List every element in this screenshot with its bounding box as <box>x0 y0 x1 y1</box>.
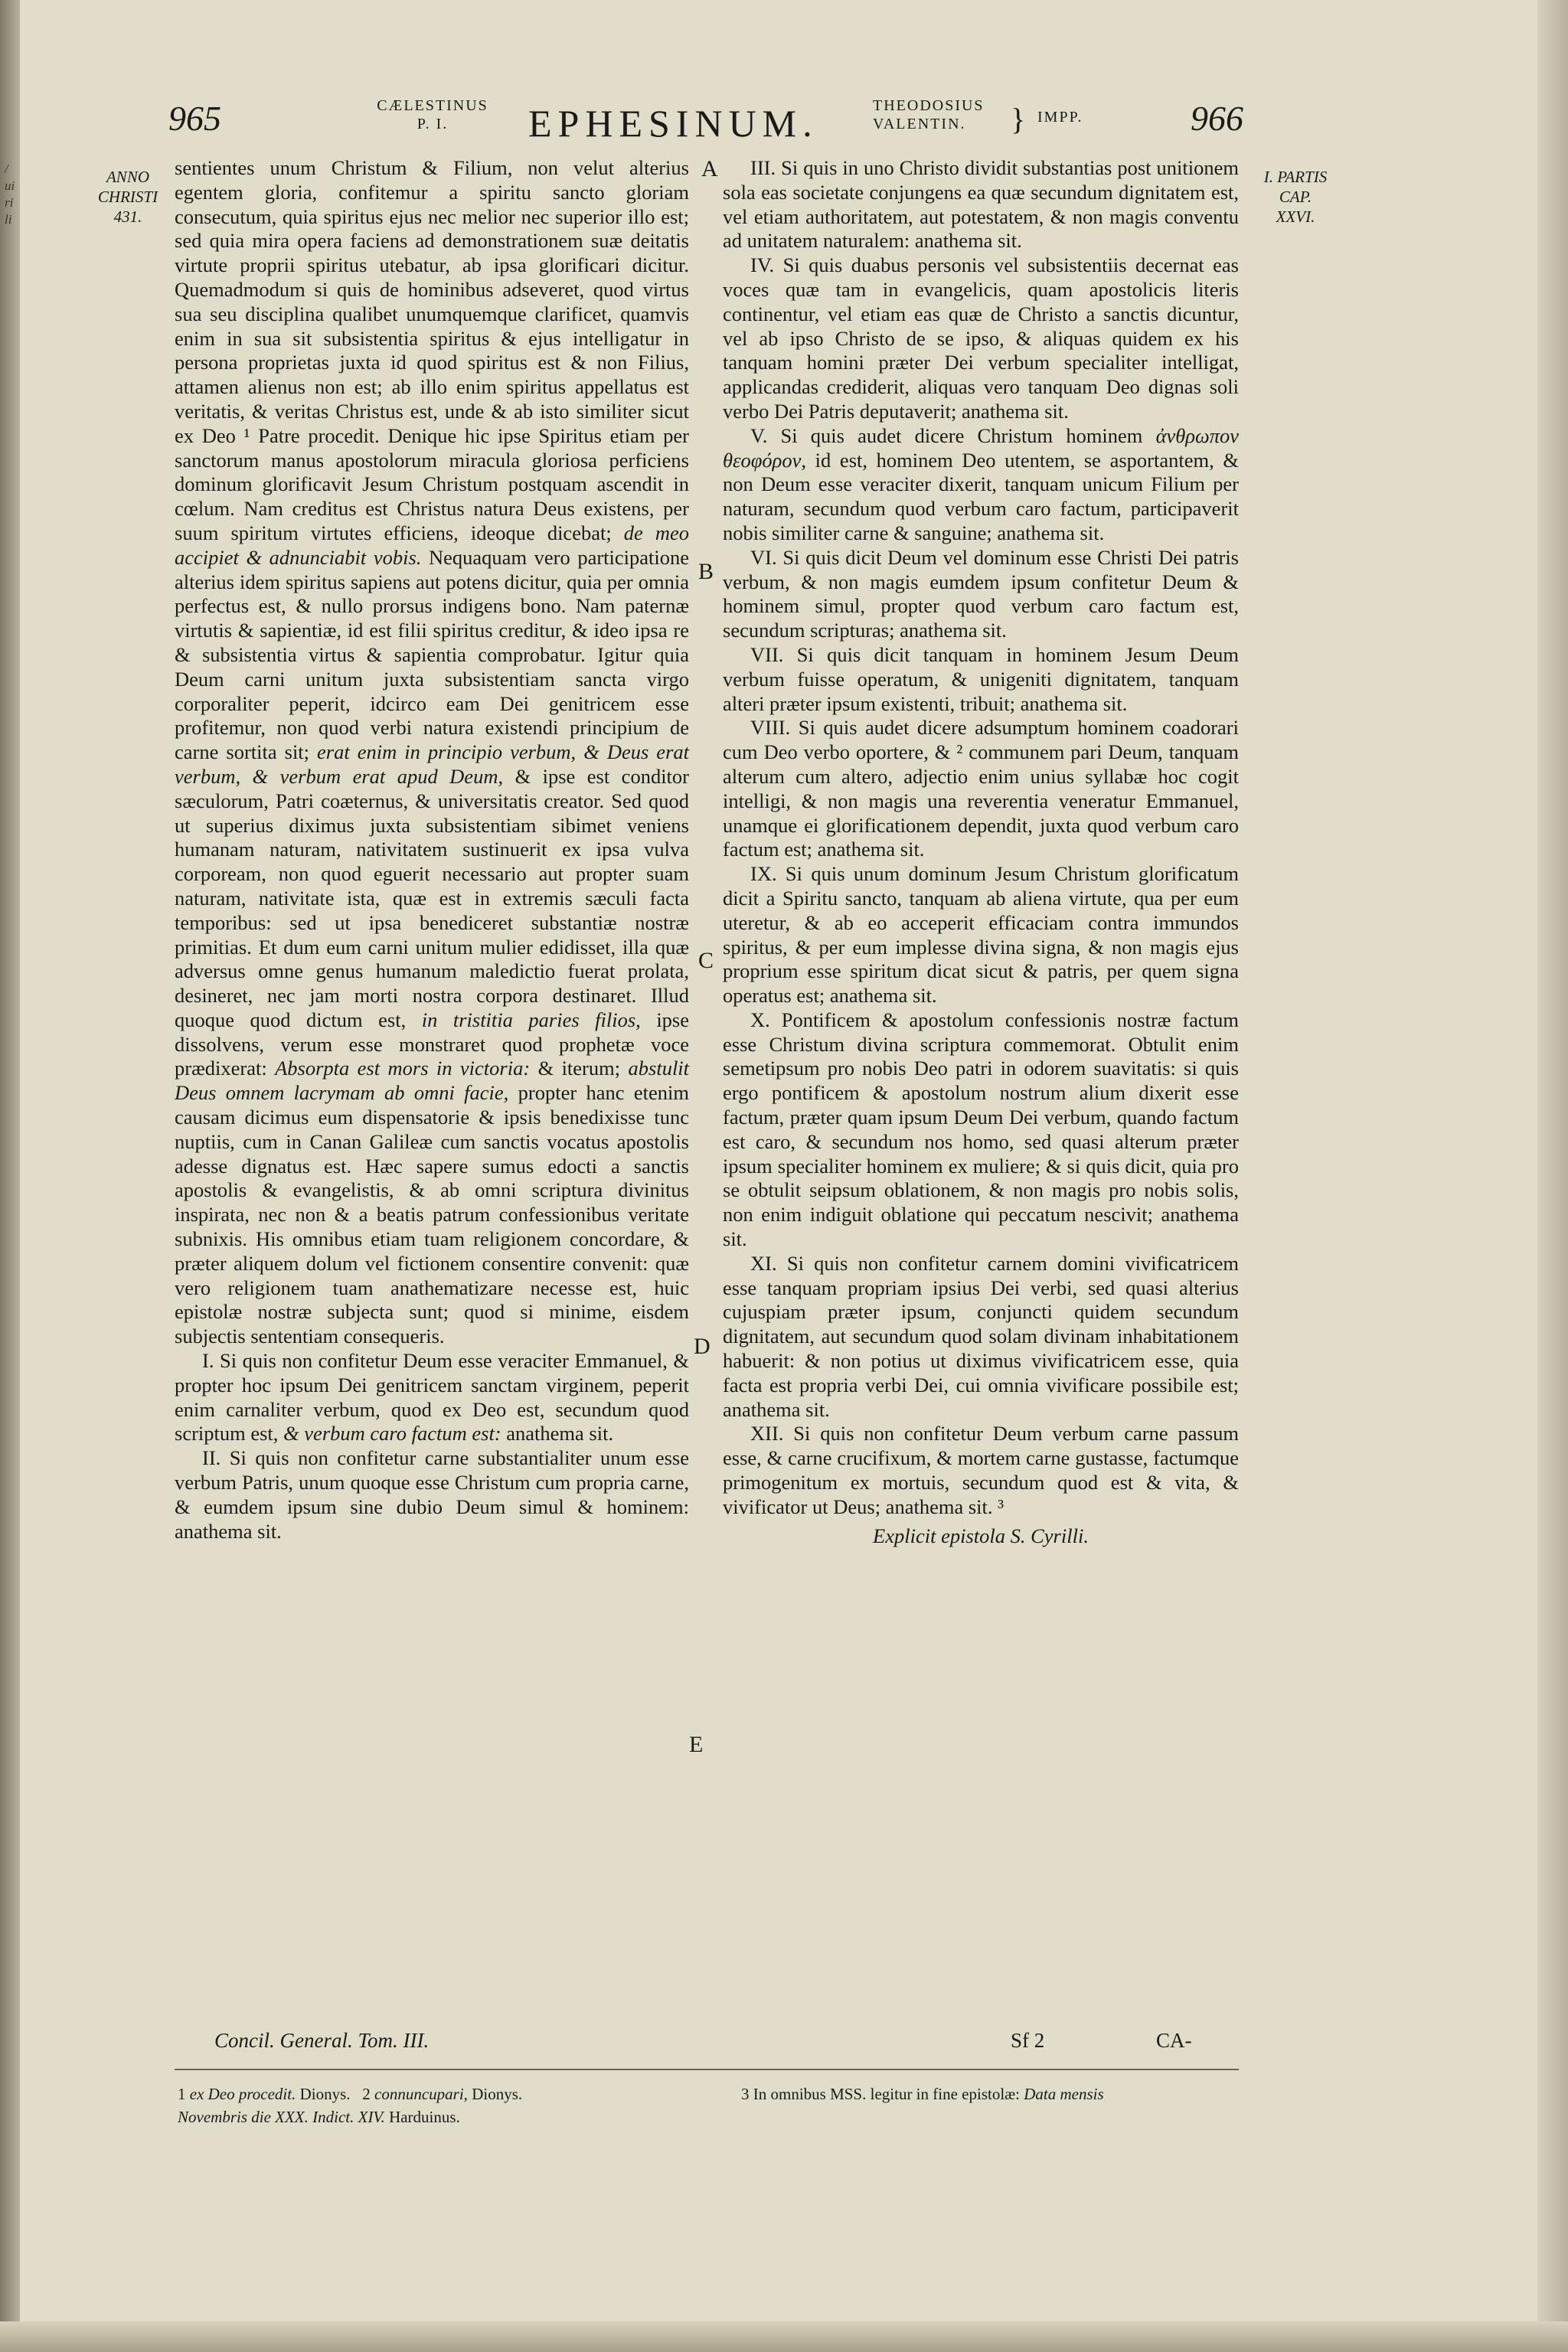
quotation: abstulit Deus omnem lacrymam ab omni facie, <box>175 1057 690 1105</box>
text-run: & ipse est conditor sæculorum, Patri coæternus, & universitatis creator. Sed quod ut superius diximus juxta subsistentiam sibimet veniens humanam naturam, nativitatem sustinuerit ex ipsa vulva corpoream, non quod eguerit necessario aut propter suam naturam, nativitate ista, quæ est in extremis sæculi facta temporibus: sed ut ipsa benediceret substantiæ nostræ primitias. Et dum eum carni unitum mulier edidisset, illa quæ adversus omne genus humanum maledictio fuerat prolata, desineret, nec jam morti nostra corpora destinaret. Illud quoque quod dictum est, <box>175 764 689 1031</box>
text-run: Nequaquam vero participatione alterius idem spiritus sapiens aut potens dicitur, quia per omnia perfectus est, & nullo prorsus indigens bono. Nam paternæ virtutis & sapientiæ, id est filii spiritus creditur, & ideo ipsa re & subsistentia virtus & sapientia comprobatur. Igitur quia Deum carni unitum juxta subsistentiam sancta virgo corporaliter peperit, idcirco eam Dei genitricem esse profitemur, non quod verbi natura existendi principium de carne sortita sit; <box>175 545 690 764</box>
footnote-continuation <box>178 2105 698 2128</box>
left-column <box>175 156 689 1544</box>
text-run: I. Si quis non confitetur Deum esse veraciter Emmanuel, & propter hoc ipsum Dei genitricem sanctam virginem, peperit enim carnaliter verbum, quod ex Deo est, secundum quod scriptum est, <box>175 1349 689 1446</box>
edge-mark: li <box>5 212 12 227</box>
margin-cap-number: XXVI. <box>1276 207 1315 226</box>
edge-mark: ri <box>5 195 14 210</box>
footnote-rule <box>175 2069 1239 2070</box>
right-column <box>723 156 1239 1548</box>
text-run: anathema sit. <box>506 1422 614 1446</box>
margin-year: 431. <box>113 207 142 226</box>
margin-partis: I. PARTIS <box>1263 168 1328 186</box>
section-letter-e: E <box>689 1732 704 1757</box>
header-pope-number: P. I. <box>416 116 449 132</box>
quotation: de meo accipiet & adnunciabit vobis. <box>175 521 689 569</box>
footnote-source: Dionys. <box>299 2085 351 2103</box>
footnote-1-2 <box>178 2082 698 2105</box>
quotation: Absorpta est mors in victoria: <box>275 1057 531 1080</box>
anathema-5 <box>723 424 1239 546</box>
anathema-2: II. Si quis non confitetur carne substantialiter unum esse verbum Patris, unum quoque esse Christum cum propria carne, & eumdem ipsum sine dubio Deum simul & hominem: anathema sit. <box>175 1446 689 1543</box>
text-run: V. Si quis audet dicere Christum hominem <box>750 423 1143 447</box>
section-letter-a: A <box>701 156 718 181</box>
footnote-text: In omnibus MSS. legitur in fine epistolæ: <box>753 2085 1021 2103</box>
anathema-3: III. Si quis in uno Christo dividit substantias post unitionem sola eas societate conjungens ea quæ secundum dignitatem est, vel etiam authoritatem, aut potestatem, & non magis conventu ad unitatem naturalem: anathema sit. <box>723 156 1239 253</box>
page-number-right: 966 <box>1191 99 1243 138</box>
anathema-12: XII. Si quis non confitetur Deum verbum carne passum esse, & carne crucifixum, & mortem carne gustasse, factumque primogenitum ex mortuis, secundum quod est & vita, & vivificator ut Deus; anathema sit. ³ <box>723 1422 1239 1518</box>
edge-mark: ui <box>5 178 15 193</box>
margin-chapter-note <box>1250 167 1341 227</box>
section-letter-d: D <box>694 1334 710 1359</box>
text-run: sentientes unum Christum & Filium, non velut alterius egentem gloria, confitemur a spiritu sancto gloriam consecutum, quia spiritus ejus nec melior nec superior illo est; sed quia mira opera faciens ad demonstrationem suæ deitatis virtute proprii spiritus utebatur, ab ipsa glorificari dicitur. Quemadmodum si quis de hominibus adseveret, quod virtus sua seu disciplina qualibet unumquemque clarificet, quamvis enim in sua sit subsistentia spiritus & ejus intelligatur in persona proprietas juxta id quod spiritus est & non Filius, attamen alienus non est; ab illo enim spiritus appellatus est veritatis, & veritas Christus est, unde & ab isto similiter sicut ex Deo ¹ Patre procedit. Denique hic ipse Spiritus etiam per sanctorum manus apostolorum miracula gloriosa perficiens dominum glorificavit Jesum Christum postquam ascendit in cœlum. Nam creditus est Christus natura Deus existens, per suum spiritum virtutes efficiens, ideoque dicebat; <box>175 156 689 544</box>
text-run: ipse dissolvens, verum esse monstraret quod prophetæ voce prædixerat: <box>175 1008 689 1080</box>
page-number-left: 965 <box>168 99 221 138</box>
section-letter-c: C <box>698 948 714 973</box>
footnote-lemma: ex Deo procedit. <box>189 2085 296 2103</box>
quotation: erat enim in principio verbum, & Deus erat verbum, & verbum erat apud Deum, <box>175 740 689 788</box>
margin-christi: CHRISTI <box>97 188 158 206</box>
footnote-number: 1 <box>178 2085 186 2103</box>
anathema-1 <box>175 1349 689 1446</box>
header-pope <box>356 96 509 133</box>
margin-year-note <box>86 167 170 227</box>
header-emperor-2: VALENTIN. <box>873 116 966 132</box>
footnote-date: Novembris die XXX. Indict. XIV. <box>178 2108 385 2126</box>
footnote-number: 2 <box>362 2085 371 2103</box>
quotation: in tristitia paries filios, <box>421 1008 641 1031</box>
catchword: CA- <box>1156 2029 1192 2052</box>
running-header <box>0 90 1568 159</box>
signature-mark: Sf 2 <box>1011 2029 1045 2052</box>
brace-glyph: } <box>1011 102 1026 136</box>
header-impp: IMPP. <box>1037 109 1083 126</box>
footnote-number: 3 <box>741 2085 750 2103</box>
text-run: propter hanc etenim causam dicimus eum dispensatorie & ipsis benedixisse tunc nuptiis, cum in Canan Galileæ cum sanctis vocatus apostolis adesse dignatus est. Hæc sapere sumus edocti a sanctis apostolis & evangelistis, & ab omni scriptura divinitus inspirata, nec non & a beatis patrum confessionibus veritate subnixis. His omnibus etiam tuam religionem concordare, & præter aliquem dolum vel fictionem consentire convenit: quæ vero religionem tuam anathematizare necesse est, huic epistolæ nostræ subjecta sunt; quod si minime, eisdem subjectis sententiam consequeris. <box>175 1081 689 1348</box>
section-letter-b: B <box>698 559 714 584</box>
anathema-4: IV. Si quis duabus personis vel subsistentiis decernat eas voces quæ tam in evangelicis, quam apostolicis literis continentur, vel etiam eas quæ de Christo a sanctis dicuntur, vel ab ipso Christo de se ipso, & aliquas quidem ex his tanquam homini præter Dei verbum specialiter intelligat, applicandas crediderit, aliquas vero tanquam Deo dignas soli verbo Dei Patris deputaverit; anathema sit. <box>723 253 1239 423</box>
anathema-6: VI. Si quis dicit Deum vel dominum esse Christi Dei patris verbum, & non magis eumdem ipsum confitetur Deum & hominem simul, propter quod verbum caro factum est, secundum scripturas; anathema sit. <box>723 545 1239 642</box>
anathema-9: IX. Si quis unum dominum Jesum Christum glorificatum dicit a Spiritu sancto, tanquam ab aliena virtute, qua per eum uteretur, & ab eo acceperit efficaciam contra immundos spiritus, & per eum implesse divina signa, & non magis ejus proprium esse spiritum dicat sicut & patris, per quem signa operatus est; anathema sit. <box>723 862 1239 1008</box>
page-edge-bottom <box>0 2321 1568 2352</box>
paragraph <box>175 156 689 1349</box>
header-emperor-1: THEODOSIUS <box>873 97 985 114</box>
explicit-line: Explicit epistola S. Cyrilli. <box>873 1524 1089 1547</box>
book-spine <box>0 0 20 2352</box>
text-run: & iterum; <box>537 1057 621 1080</box>
margin-anno: ANNO <box>106 168 149 186</box>
volume-reference: Concil. General. Tom. III. <box>214 2029 430 2052</box>
margin-cap: CAP. <box>1279 188 1312 206</box>
footnote-source: Harduinus. <box>389 2108 460 2126</box>
anathema-8: VIII. Si quis audet dicere adsumptum hominem coadorari cum Deo verbo oportere, & ² communem pari Deum, tanquam alterum cum altero, adjectio enim unius syllabæ hoc cogit intelligi, & non magis una reverentia veneratur Emmanuel, unamque ei glorificationem dependit, juxta quod verbum caro factum est; anathema sit. <box>723 716 1239 861</box>
anathema-7: VII. Si quis dicit tanquam in hominem Jesum Deum verbum fuisse operatum, & unigeniti dignitatem, tanquam alteri præter ipsum existenti, tribuit; anathema sit. <box>723 642 1239 715</box>
quotation: & verbum caro factum est: <box>283 1422 501 1446</box>
text-run: id est, hominem Deo utentem, se asportantem, & non Deum esse veraciter dixerit, tanquam unicum Filium per naturam, secundum quod verbum caro factum, participaverit nobis similiter carne & sanguine; anathema sit. <box>723 448 1240 544</box>
anathema-10: X. Pontificem & apostolum confessionis nostræ factum esse Christum divina scriptura commemorat. Obtulit enim semetipsum pro nobis Deo patri in odorem suavitatis: si quis ergo pontificem & apostolum nostrum alium dixerit esse factum, præter quam ipsum Deum Dei verbum, quando factum est caro, & secundum nos homo, sed quasi alterum præter ipsum specialiter hominem ex muliere; & si quis dicit, quia pro se obtulit seipsum oblationem, & non magis pro nobis solis, non enim indiguit oblatione qui peccatum nescivit; anathema sit. <box>723 1008 1239 1251</box>
footnotes-left <box>178 2082 698 2128</box>
header-emperors <box>873 96 1011 133</box>
header-pope-name: CÆLESTINUS <box>377 97 488 114</box>
footnote-lemma: Data mensis <box>1024 2085 1104 2103</box>
anathema-11: XI. Si quis non confitetur carnem domini vivificatricem esse tanquam propriam ipsius Dei verbi, sed quasi alterius cujuspiam præter ipsum, conjuncti quidem secundum dignitatem, aut secundum quod solam divinam inhabitationem habuerit: & non potius ut diximus vivificatricem esse, quia facta est propria verbi Dei, cui omnia vivificare possibile est; anathema sit. <box>723 1251 1239 1421</box>
footnote-source: Dionys. <box>472 2085 523 2103</box>
page-edge-right <box>1537 0 1568 2352</box>
edge-mark: / <box>5 162 8 176</box>
footnote-lemma: connuncupari, <box>374 2085 468 2103</box>
greek-phrase: ἀνθρωπον θεοφόρον, <box>723 423 1239 472</box>
footnote-3 <box>741 2082 1246 2105</box>
header-title: EPHESINUM. <box>528 102 818 145</box>
